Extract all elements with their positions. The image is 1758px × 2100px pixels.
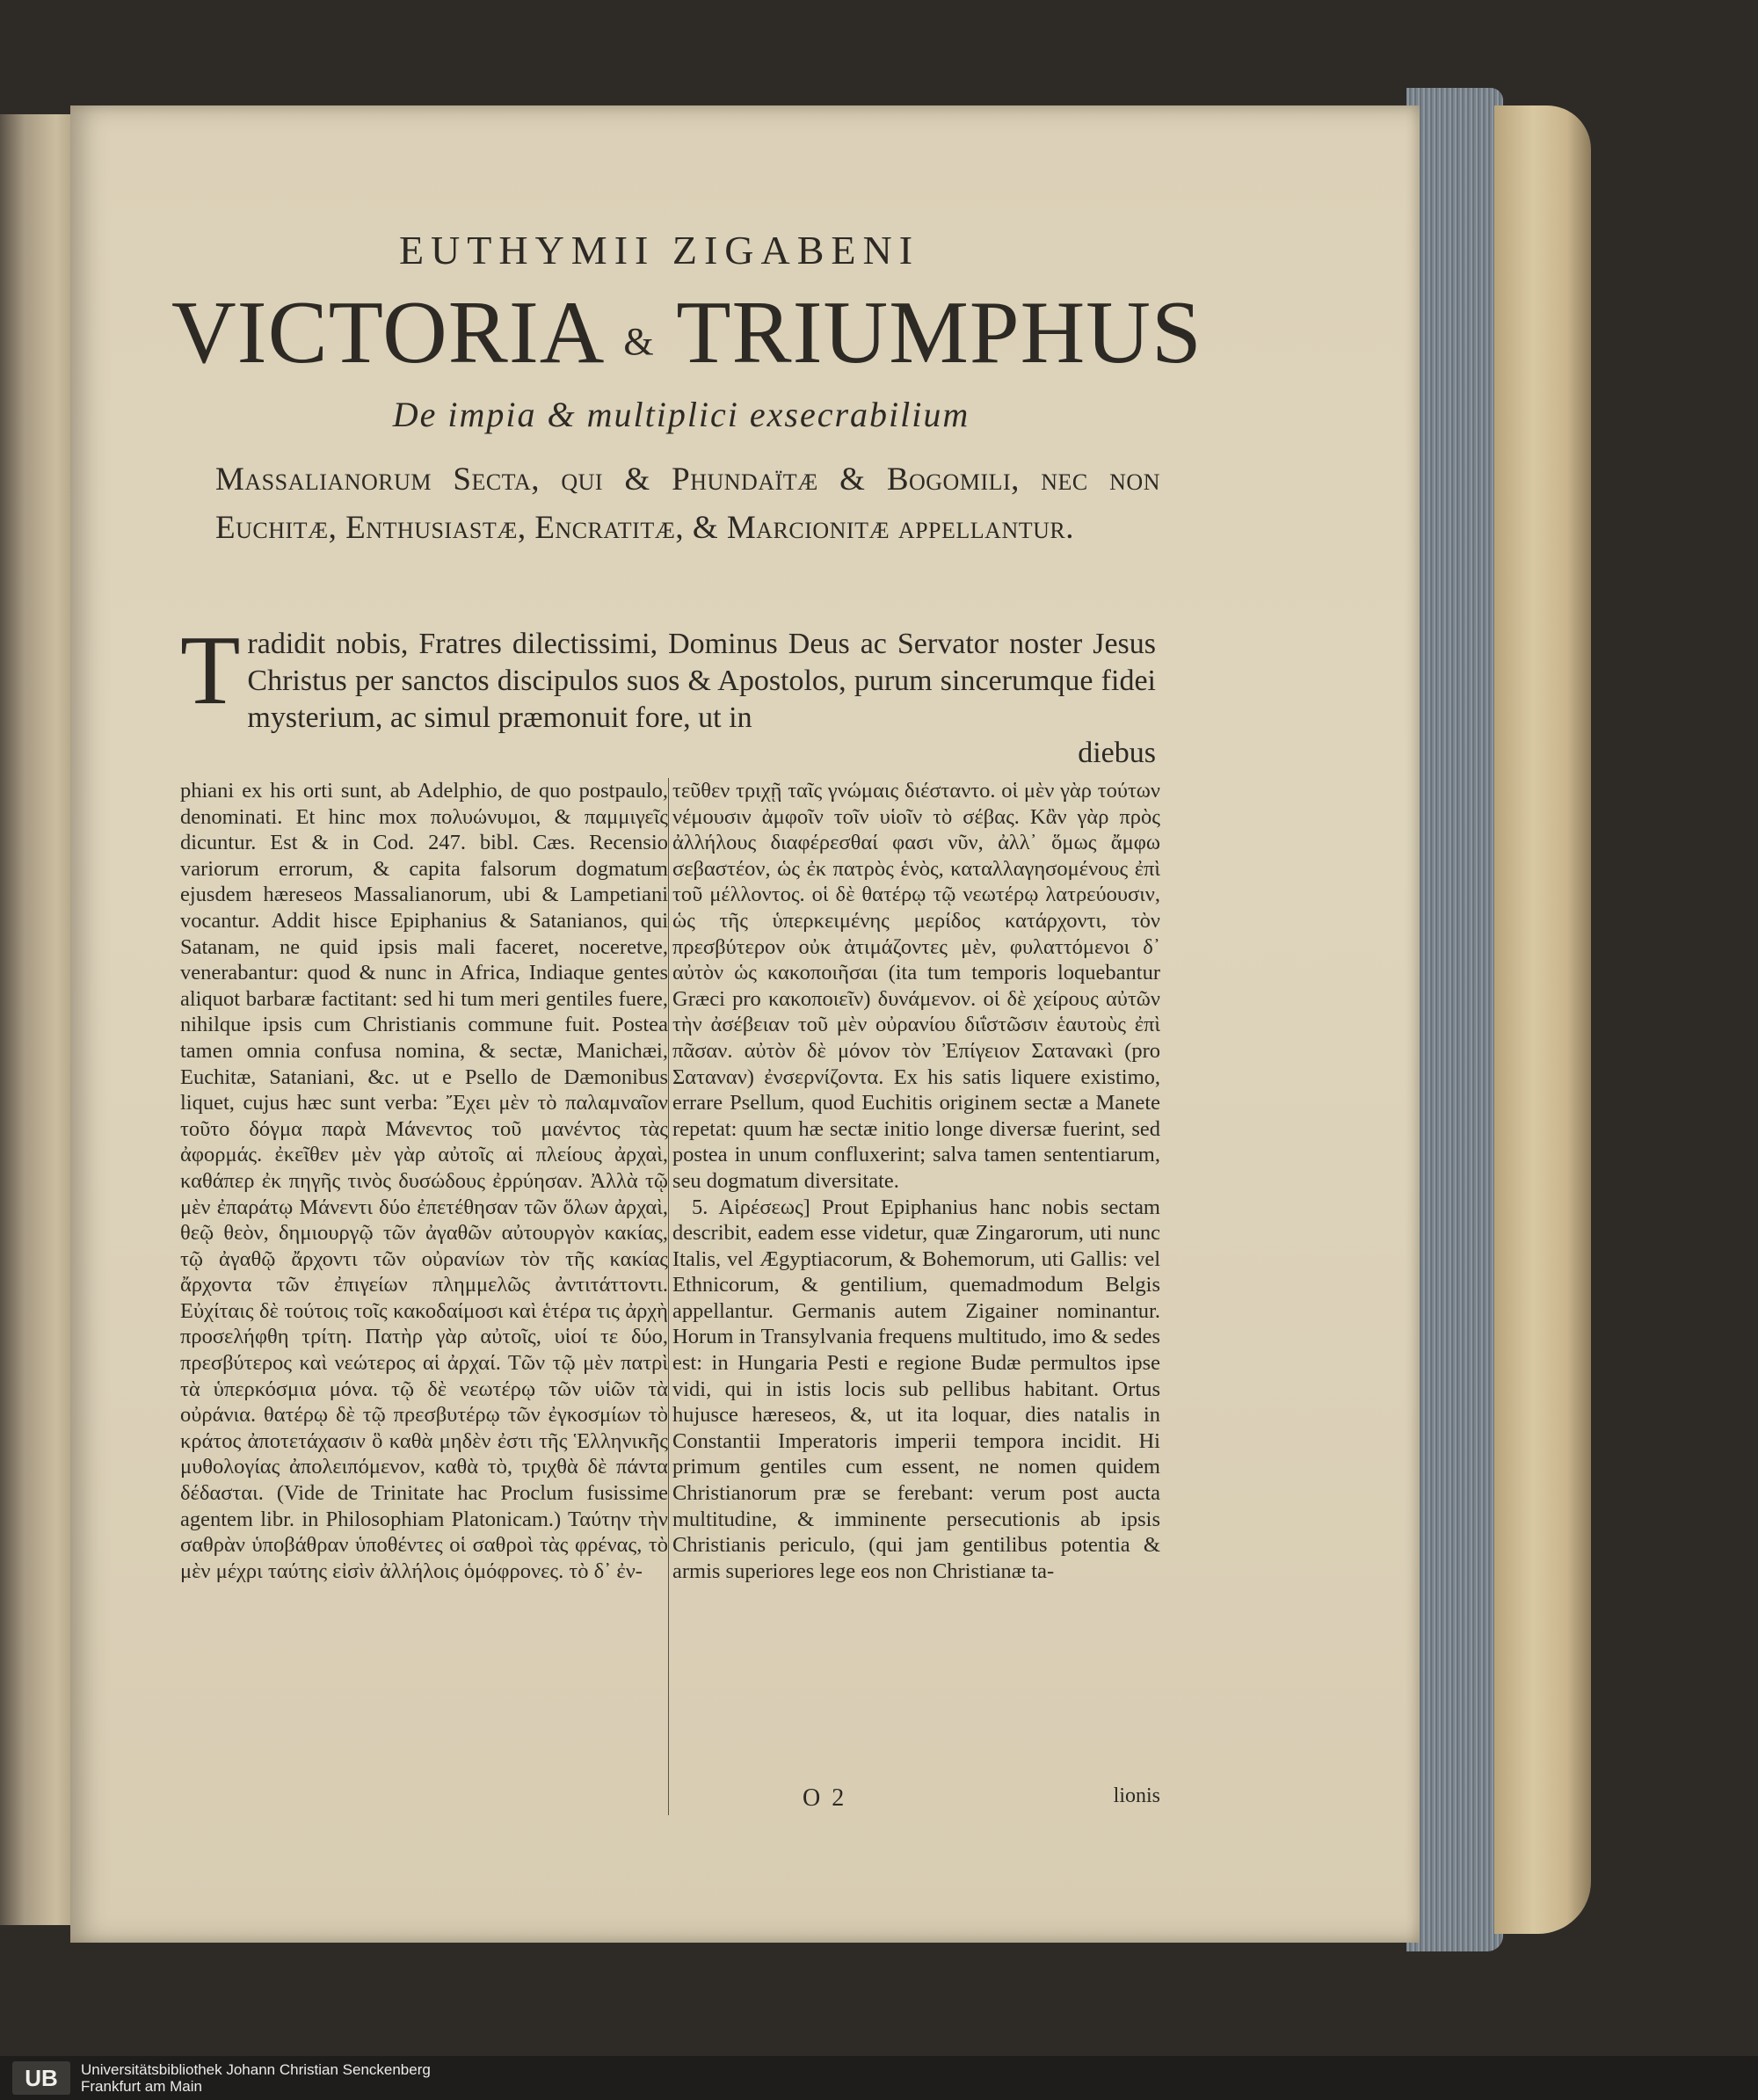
intro-text: radidit nobis, Fratres dilectissimi, Dominus Deus ac Servator noster Jesus Christus per sanctos discipulos suos & Apostolos, purum sincerumque fidei mysterium, ac simul præmonuit fore, ut in — [247, 628, 1156, 734]
drop-cap: T — [180, 616, 241, 725]
author-heading: EUTHYMII ZIGABENI — [398, 228, 920, 272]
intro-catchword: diebus — [1078, 737, 1156, 769]
subtitle: De impia & multiplici exsecrabilium — [392, 395, 970, 434]
column-rule — [668, 778, 669, 1815]
left-column — [180, 778, 668, 1584]
catchword: lionis — [1113, 1784, 1160, 1807]
left-page-edge — [0, 114, 70, 1925]
book-cover — [1494, 105, 1591, 1934]
footer-line-2: Frankfurt am Main — [81, 2078, 202, 2095]
footer-line-1: Universitätsbibliothek Johann Christian Senckenberg — [81, 2061, 431, 2078]
right-column-text-2: 5. Αἱρέσεως] Prout Epiphanius hanc nobis sectam describit, eadem esse videtur, quæ Zingarorum, uti nunc Italis, vel Ægyptiacorum, & Bohemorum, uti Gallis: vel Ethnicorum, & gentilium, quemadmodum Belgis appellantur. Germanis autem Zigainer nominantur. Horum in Transylvania frequens multitudo, imo & sedes est: in Hungaria Pesti e regione Budæ permultos ipse vidi, qui in istis locis sub pellibus habitant. Ortus hujusce hæreseos, &, ut ita loquar, dies natalis in Constantii Imperatoris imperii tempora incidit. Hi primum gentiles cum essent, ne nomen quidem Christianorum præ se ferebant: verum post aucta multitudine, & imminente persecutionis ab ipsis Christianis periculo, (qui jam gentilibus potentia & armis superiores lege eos non Christianæ ta- — [672, 1195, 1160, 1583]
footer-bar — [0, 2056, 1758, 2100]
right-column — [672, 778, 1160, 1584]
title-triumphus: TRIUMPHUS — [676, 283, 1202, 382]
title-ampersand: & — [623, 320, 655, 364]
footer-text — [81, 2061, 431, 2095]
ub-logo: UB — [12, 2061, 70, 2095]
main-title — [171, 281, 1202, 384]
intro-paragraph — [180, 616, 1156, 737]
left-column-text: phiani ex his orti sunt, ab Adelphio, de quo postpaulo, denominati. Et hinc mox πολυώνυμοι, & παμμιγεῖς dicuntur. Est & in Cod. 247. bibl. Cæs. Recensio variorum errorum, & capita falsorum dogmatum ejusdem hæreseos Massalianorum, ubi & Lampetiani vocantur. Addit hisce Epiphanius & Satanianos, qui Satanam, ne quid ipsis mali faceret, noceretve, venerabantur: quod & nunc in Africa, Indiaque gentes aliquot barbaræ factitant: sed hi tum meri gentiles fuere, nihilque ipsis cum Christianis commune fuit. Postea tamen omnia confusa nomina, & sectæ, Manichæi, Euchitæ, Sataniani, &c. ut e Psello de Dæmonibus liquet, cujus hæc sunt verba: Ἔχει μὲν τὸ παλαμναῖον τοῦτο δόγμα παρὰ Μάνεντος τοῦ μανέντος τὰς ἀφορμάς. ἐκεῖθεν μὲν γὰρ αὐτοῖς αἱ πλείους ἀρχαὶ, καθάπερ ἐκ πηγῆς τινὸς δυσώδους ἐρρύησαν. Ἀλλὰ τῷ μὲν ἐπαράτῳ Μάνεντι δύο ἐπετέθησαν τῶν ὅλων ἀρχαὶ, θεῷ θεὸν, δημιουργῷ τῶν ἀγαθῶν αὐτουργὸν κακίας, τῷ ἀγαθῷ ἄρχοντι τῶν οὐρανίων τὸν τῆς κακίας ἄρχοντα τῶν ἐπιγείων πλημμελῶς ἀντιτάττοντι. Εὐχίταις δὲ τούτοις τοῖς κακοδαίμοσι καὶ ἑτέρα τις ἀρχὴ προσελήφθη τρίτη. Πατὴρ γὰρ αὐτοῖς, υἱοί τε δύο, πρεσβύτερος καὶ νεώτερος αἱ ἀρχαί. Τῶν τῷ μὲν πατρὶ τὰ ὑπερκόσμια μόνα. τῷ δὲ νεωτέρῳ τῶν υἱῶν τὰ οὐράνια. θατέρῳ δὲ τῷ πρεσβυτέρῳ τῶν ἐγκοσμίων τὸ κράτος ἀποτετάχασιν ὃ καθὰ μηδὲν ἐστι τῆς Ἑλληνικῆς μυθολογίας ἀπολειπόμενον, καθὰ τὸ, τριχθὰ δὲ πάντα δέδασται. (Vide de Trinitate hac Proclum fusissime agentem libr. in Philosophiam Platonicam.) Ταύτην τὴν σαθρὰν ὑποβάθραν ὑποθέντες οἱ σαθροὶ τὰς φρένας, τὸ μὲν μέχρι ταύτης εἰσὶν ἀλλήλοις ὁμόφρονες. τὸ δ᾽ ἐν- — [180, 779, 668, 1583]
sect-title: Massalianorum Secta, qui & Phundaïtæ & Bogomili, nec non Euchitæ, Enthusiastæ, Encratitæ, & Marcionitæ appellantur. — [215, 461, 1160, 546]
right-column-text-1: τεῦθεν τριχῇ ταῖς γνώμαις διέσταντο. οἱ μὲν γὰρ τούτων νέμουσιν ἀμφοῖν τοῖν υἱοῖν τὸ σέβας. Κἂν γὰρ πρὸς ἀλλήλους διαφέρεσθαί φασι νῦν, ἀλλ᾽ ὅμως ἄμφω σεβαστέον, ὡς ἐκ πατρὸς ἑνὸς, καταλλαγησομένους ἐπὶ τοῦ μέλλοντος. οἱ δὲ θατέρῳ τῷ νεωτέρῳ λατρεύουσιν, ὡς τῆς ὑπερκειμένης μερίδος κατάρχοντι, τὸν πρεσβύτερον οὐκ ἀτιμάζοντες μὲν, φυλαττόμενοι δ᾽ αὐτὸν ὡς κακοποιῆσαι (ita tum temporis loquebantur Græci pro κακοποιεῖν) δυνάμενον. οἱ δὲ χείρους αὐτῶν τὴν ἀσέβειαν τοῦ μὲν οὐρανίου διΐστῶσιν ἑαυτοὺς ἐπὶ πᾶσαν. αὐτὸν δὲ μόνον τὸν Ἐπίγειον Σατανακὶ (pro Σαταναν) ἐνσερνίζοντα. Ex his satis liquere existimo, errare Psellum, quod Euchitis originem sectæ a Manete repetat: quum hæ sectæ initio longe diversæ fuerint, sed postea in unum confluxerint; salva tamen sententiarum, seu dogmatum diversitate. — [672, 779, 1160, 1193]
title-victoria: VICTORIA — [171, 283, 600, 382]
folio-signature: O 2 — [803, 1784, 847, 1812]
page-block-edges — [1406, 88, 1503, 1951]
